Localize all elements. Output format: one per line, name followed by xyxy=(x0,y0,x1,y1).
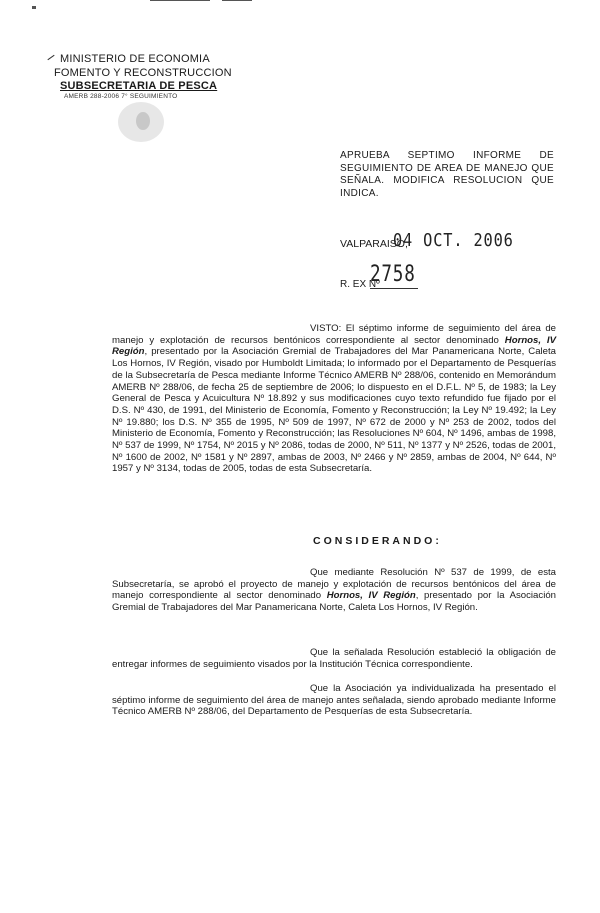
visto-place: Hornos, IV Región xyxy=(112,334,556,358)
scan-mark-top xyxy=(150,0,210,1)
tick-mark xyxy=(47,55,54,60)
resolution-title: APRUEBA SEPTIMO INFORME DE SEGUIMIENTO DE AREA DE MANEJO QUE SEÑALA. MODIFICA RESOLUCION QUE INDICA. xyxy=(340,150,554,199)
rex-label: R. EX Nº xyxy=(340,279,380,290)
visto-paragraph xyxy=(112,323,556,475)
considerando-heading: CONSIDERANDO: xyxy=(313,535,442,547)
visto-label: VISTO: xyxy=(310,323,342,334)
visto-text-1: El séptimo informe de seguimiento del área de manejo y explotación de recursos bentónicos correspondiente al sector denominado xyxy=(112,323,556,346)
rex-number-stamp: 2758 xyxy=(370,262,416,287)
scan-mark-top-2 xyxy=(222,0,252,1)
considerando-3: Que la Asociación ya individualizada ha presentado el séptimo informe de seguimiento del área de manejo antes señalada, siendo aprobado mediante Informe Técnico AMERB Nº 288/06, del Departamento de Pesquerías de esta Subsecretaría. xyxy=(112,683,556,718)
letterhead-reference: AMERB 288-2006 7° SEGUIMIENTO xyxy=(64,93,178,100)
rex-underline xyxy=(370,288,418,289)
considerando-2: Que la señalada Resolución estableció la obligación de entregar informes de seguimiento visados por la Institución Técnica correspondiente. xyxy=(112,647,556,670)
considerando-1-place: Hornos, IV Región xyxy=(326,590,416,602)
place-label: VALPARAISO, xyxy=(340,238,408,250)
considerando-1 xyxy=(112,567,556,614)
considerando-1-text-2: , presentado por la Asociación Gremial de Trabajadores del Mar Panamericana Norte, Caleta Los Hornos, IV Región. xyxy=(112,590,556,614)
date-stamp: 04 OCT. 2006 xyxy=(393,230,514,251)
visto-text-2: , presentado por la Asociación Gremial de Trabajadores del Mar Panamericana Norte, Caleta Los Hornos, IV Región, visado por Humboldt Limitada; lo informado por el Departamento de Pesquerías de la Subsecretaría de Pesca mediante Informe Técnico AMERB Nº 288/06, contenido en Memorándum AMERB Nº 288/06, de fecha 25 de septiembre de 2006; lo dispuesto en el D.F.L. Nº 5, de 1983; la Ley General de Pesca y Acuicultura Nº 18.892 y sus modificaciones cuyo texto refundido fue fijado por el D.S. Nº 430, de 1991, del Ministerio de Economía, Fomento y Reconstrucción; la Ley Nº 19.492; la Ley Nº 19.880; los D.S. Nº 355 de 1995, Nº 509 de 1997, Nº 672 de 2000 y Nº 253 de 2002, todos del Ministerio de Economía, Fomento y Reconstrucción; las Resoluciones Nº 604, Nº 1496, ambas de 1998, Nº 537 de 1999, Nº 1754, Nº 2015 y Nº 2086, todas de 2000, Nº 511, Nº 1377 y Nº 2526, todas de 2001, Nº 1600 de 2002, Nº 1581 y Nº 2897, ambas de 2003, Nº 2466 y Nº 2859, ambas de 2004, Nº 644, Nº 1957 y Nº 3134, todas de 2005, todas de esta Subsecretaría. xyxy=(112,346,556,475)
letterhead-line-1: MINISTERIO DE ECONOMIA xyxy=(60,53,210,65)
letterhead-subsecretaria: SUBSECRETARIA DE PESCA xyxy=(60,80,218,92)
stamp-seal-inner xyxy=(136,112,150,130)
letterhead-line-2: FOMENTO Y RECONSTRUCCION xyxy=(54,67,232,79)
considerando-1-text-1: Que mediante Resolución Nº 537 de 1999, de esta Subsecretaría, se aprobó el proyecto de manejo y explotación de recursos bentónicos del área de manejo correspondiente al sector denominado xyxy=(112,567,556,602)
scan-mark-top-left xyxy=(32,6,36,9)
